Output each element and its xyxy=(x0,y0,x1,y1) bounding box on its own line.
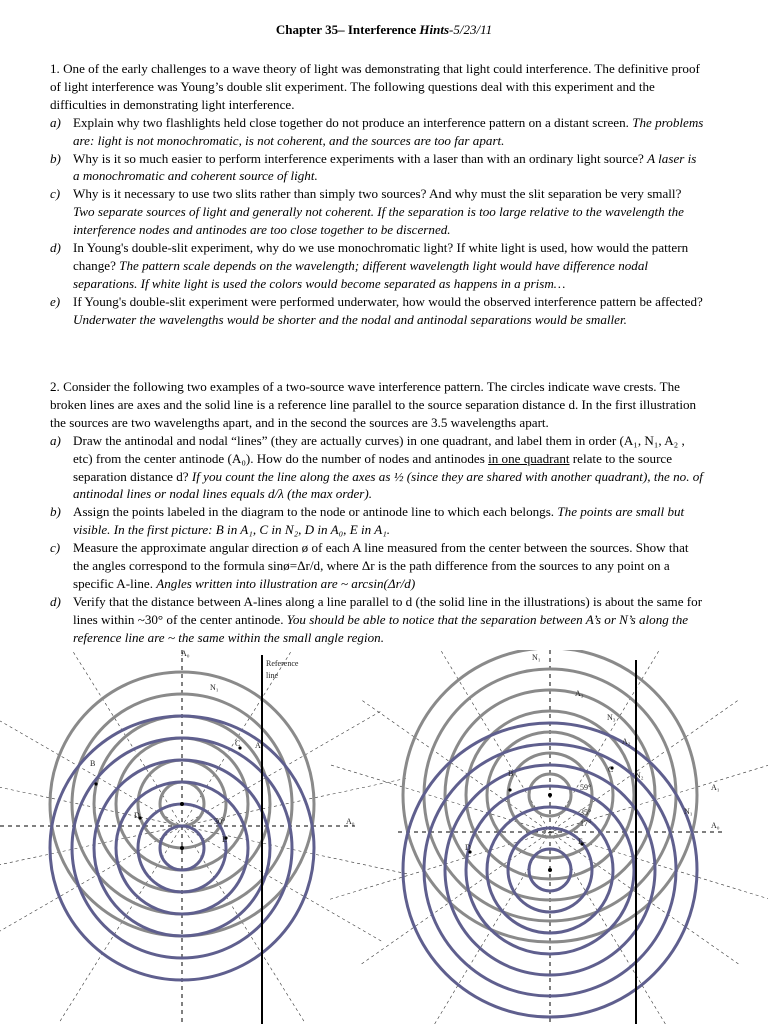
question-1 xyxy=(50,60,706,329)
label-right-a0: A₀ xyxy=(711,821,720,830)
label-left-a1: A₁ xyxy=(255,741,264,750)
label-left-e: E xyxy=(222,835,227,844)
label-left-a0: A₀ xyxy=(181,650,190,658)
label-right-angle-59: 59° xyxy=(580,783,592,792)
question-2a: a) Draw the antinodal and nodal “lines” (they are actually curves) in one quadrant, and label them in order (A₁, N₁, A₂ , etc) from the center antinode (A₀). How do the number of nodes and antinodes in one quadrant relate to the source separation distance d? If you count the line along the axes as ½ (since they are shared with another quadrant), the no. of antinodal lines or nodal lines equals d/λ (the max order). xyxy=(50,432,703,502)
question-1a: a) Explain why two flashlights held close together do not produce an interference pattern on a distant screen. The problems are: light is not monochromatic, is not coherent, and the sources are too far apart. xyxy=(50,114,704,148)
question-2 xyxy=(50,378,706,647)
label-right-a3: A₃ xyxy=(575,689,584,698)
label-left-angle: 30° xyxy=(214,817,226,826)
label-reference: Reference xyxy=(266,659,299,668)
label-left-c: C xyxy=(235,739,241,748)
source-2 xyxy=(180,846,184,850)
label-right-a2: A₂ xyxy=(622,737,631,746)
label-left-b: B xyxy=(90,759,96,768)
label-reference-line: line xyxy=(266,671,278,680)
label-left-a0-axis: A₀ xyxy=(346,817,355,826)
question-2d: d) Verify that the distance between A-lines along a line parallel to d (the solid line in the illustrations) is about the same for lines within ~30° of the center antinode. You should be able to notice that the separation between A’s or N’s along the reference line are ~ the same within the small angle region. xyxy=(50,593,703,645)
label-right-n2: N₂ xyxy=(635,771,644,780)
label-right-c: C xyxy=(608,765,614,774)
question-2b: b) Assign the points labeled in the diagram to the node or antinode line to which each belongs. The points are small but visible. In the first picture: B in A₁, C in N₂, D in A₀, E in A₁. xyxy=(50,504,685,538)
label-right-b: B xyxy=(508,769,514,778)
labelled-point xyxy=(508,788,511,791)
left-interference-diagram xyxy=(0,650,407,1024)
source-1 xyxy=(548,793,552,797)
label-right-a1: A₁ xyxy=(711,783,720,792)
question-1c: c) Why is it necessary to use two slits rather than simply two sources? And why must the slit separation be very small? Two separate sources of light and generally not coherent. If the separation is too large relative to the wavelength the interference nodes and antinodes are too close together to be discerned. xyxy=(50,186,684,238)
label-right-angle-17: 17° xyxy=(580,819,592,828)
label-right-d: D xyxy=(465,843,471,852)
title-hints: Hints xyxy=(419,22,450,37)
label-right-angle-35: 35° xyxy=(580,808,592,817)
title-date: -5/23/11 xyxy=(449,22,493,37)
question-1-intro: 1. One of the early challenges to a wave theory of light was demonstrating that light could interference. The definitive proof of light interference was Young’s double slit experiment. The following questions deal with this experiment and the difficulties in demonstrating light interference. xyxy=(50,61,700,112)
label-right-n-top: N₁ xyxy=(532,653,541,662)
question-2-intro: 2. Consider the following two examples of a two-source wave interference pattern. The circles indicate wave crests. The broken lines are axes and the solid line is a reference line parallel to the source separation distance d. In the first illustration the sources are two wavelengths apart, and in the second the sources are 3.5 wavelengths apart. xyxy=(50,379,697,430)
labelled-point xyxy=(94,782,97,785)
label-left-d: D xyxy=(134,811,140,820)
question-1e: e) If Young's double-slit experiment were performed underwater, how would the observed interference pattern be affected? Underwater the wavelengths would be shorter and the nodal and antinodal separations would be smaller. xyxy=(50,293,703,327)
label-right-n3: N₃ xyxy=(607,713,616,722)
title-main: Chapter 35– Interference xyxy=(275,22,420,37)
question-2c: c) Measure the approximate angular direction ø of each A line measured from the center between the sources. Show that the angles correspond to the formula sinø=Δr/d, where Δr is the path difference from the sources to any point on a specific A-line. Angles written into illustration are ~ arcsin(Δr/d) xyxy=(50,540,689,591)
question-1b: b) Why is it so much easier to perform interference experiments with a laser than with an ordinary light source? A laser is a monochromatic and coherent source of light. xyxy=(50,150,697,184)
source-2 xyxy=(548,868,552,872)
label-right-e: E xyxy=(578,837,583,846)
label-left-n1: N₁ xyxy=(210,683,219,692)
label-right-n1: N₁ xyxy=(684,807,693,816)
question-1d: d) In Young's double-slit experiment, why do we use monochromatic light? If white light is used, how would the pattern change? The pattern scale depends on the wavelength; different wavelength light would have difference nodal separations. If white light is used the colors would become separated as happens in a prism… xyxy=(50,240,689,291)
source-1 xyxy=(180,802,184,806)
page-title xyxy=(0,22,768,38)
interference-diagrams xyxy=(0,650,768,1024)
right-interference-diagram xyxy=(330,650,768,1024)
